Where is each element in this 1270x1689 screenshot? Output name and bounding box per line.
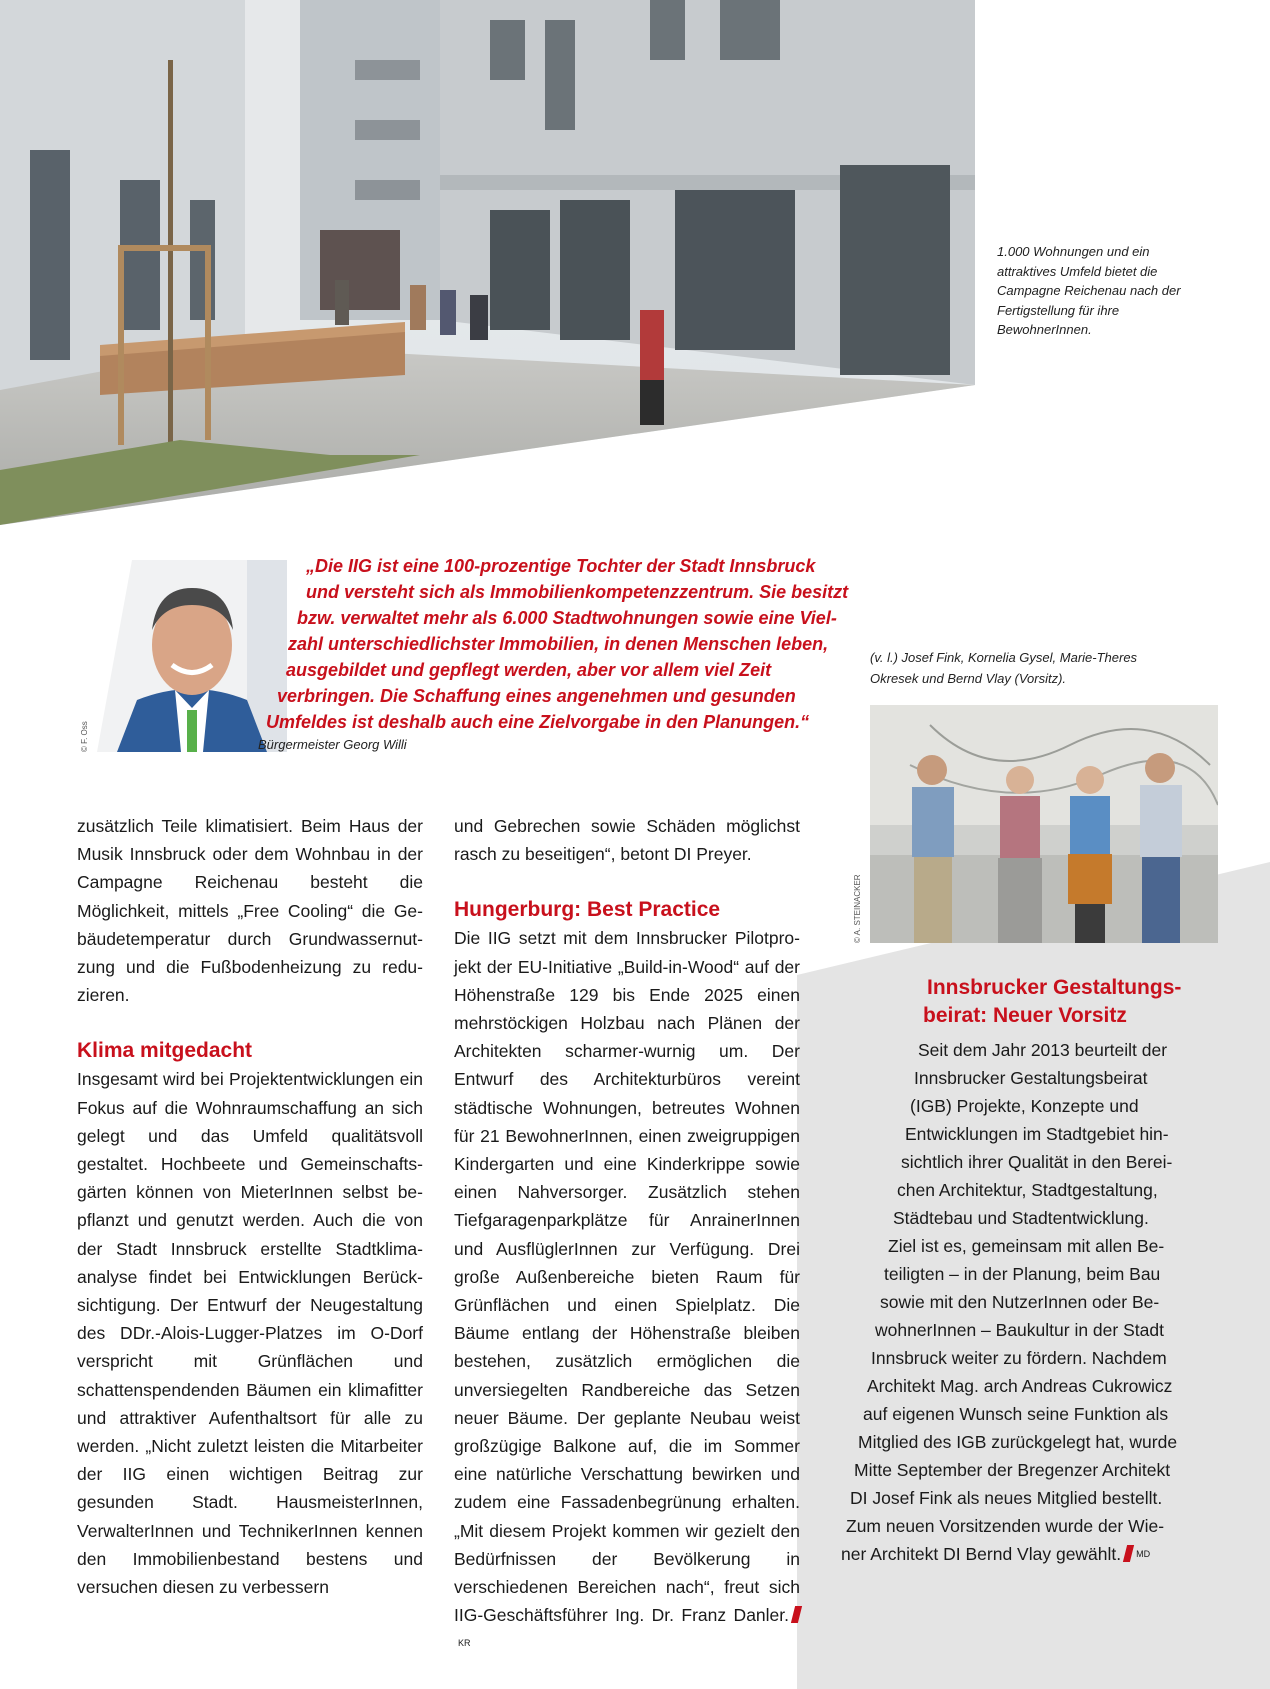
sidebar-line: sowie mit den NutzerInnen oder Be-	[880, 1292, 1160, 1312]
article-column-1	[77, 812, 423, 1601]
quote-line: verbringen. Die Schaffung eines angenehmen und gesunden	[277, 686, 796, 706]
sidebar-line: Innsbrucker Gestaltungsbeirat	[914, 1068, 1148, 1088]
author-initials: MD	[1136, 1549, 1151, 1559]
sidebar-line: Städtebau und Stadtentwicklung.	[893, 1208, 1149, 1228]
sidebar-line: DI Josef Fink als neues Mitglied bestellt.	[850, 1488, 1163, 1508]
sidebar-line: teiligten – in der Planung, beim Bau	[884, 1264, 1161, 1284]
sidebar-line: Entwicklungen im Stadtgebiet hin-	[905, 1124, 1169, 1144]
team-photo-credit: © A. STEINACKER	[853, 874, 862, 943]
paragraph: zusätzlich Teile klimatisiert. Beim Haus der Musik Innsbruck oder dem Wohnbau in der Campagne Reichenau besteht die Möglichkeit, mittels „Free Cooling“ die Gebäudetemperatur durch Grundwassernutzung und die Fußbodenheizung zu reduzieren.	[77, 816, 423, 1006]
sidebar-line: wohnerInnen – Baukultur in der Stadt	[875, 1320, 1164, 1340]
sidebar-line-text: ner Architekt DI Bernd Vlay gewählt.	[841, 1544, 1122, 1564]
end-mark-icon	[1123, 1545, 1134, 1562]
sidebar-line: Innsbruck weiter zu fördern. Nachdem	[871, 1348, 1167, 1368]
paragraph: und Gebrechen sowie Schäden möglichst rasch zu beseitigen“, betont DI Preyer.	[454, 816, 800, 865]
sidebar-heading-line: Innsbrucker Gestaltungs-	[927, 976, 1182, 999]
quote-line: „Die IIG ist eine 100-prozentige Tochter der Stadt Innsbruck	[306, 556, 816, 576]
quote-line: Umfeldes ist deshalb auch eine Zielvorgabe in den Planungen.“	[266, 712, 810, 732]
section-heading: Klima mitgedacht	[77, 1039, 253, 1063]
paragraph-text: Die IIG setzt mit dem Innsbrucker Pilotprojekt der EU-Initiative „Build-in-Wood“ auf der Höhenstraße 129 bis Ende 2025 einen mehrstöckigen Holzbau nach Plänen der Architekten scharmer-wurnig um. Der Entwurf des Architekturbüros vereint städtische Wohnungen, betreutes Wohnen für 21 BewohnerInnen, einen zweigruppigen Kindergarten und eine Kinderkrippe sowie einen Nahversorger. Zusätzlich stehen Tiefgaragenparkplätze für AnrainerInnen und AusflüglerInnen zur Verfügung. Drei große Außenbereiche bieten Raum für Grünflächen und einen Spielplatz. Die Bäume entlang der Höhenstraße bleiben bestehen, zusätzlich ermöglichen die unversiegelten Randbereiche das Setzen neuer Bäume. Der geplante Neubau weist großzügige Balkone auf, die im Sommer eine natürliche Verschattung bewirken und zudem eine Fassadenbegrünung erhalten. „Mit diesem Projekt kommen wir gezielt den Bedürfnissen der Bevölkerung in verschiedenen Bereichen nach“, freut sich IIG-Geschäftsführer Ing. Dr. Franz Danler.	[454, 928, 800, 1626]
sidebar-line: chen Architektur, Stadtgestaltung,	[897, 1180, 1158, 1200]
team-photo	[870, 705, 1218, 943]
sidebar-line: (IGB) Projekte, Konzepte und	[910, 1096, 1139, 1116]
sidebar-line: Ziel ist es, gemeinsam mit allen Be-	[888, 1236, 1165, 1256]
mayor-portrait	[97, 560, 287, 752]
quote-attribution: Bürgermeister Georg Willi	[258, 737, 407, 752]
sidebar-line	[841, 1540, 1150, 1568]
team-photo-caption: (v. l.) Josef Fink, Kornelia Gysel, Marie-Theres Okresek und Bernd Vlay (Vorsitz).	[870, 650, 1138, 686]
sidebar-heading-line: beirat: Neuer Vorsitz	[923, 1004, 1127, 1027]
sidebar-line: auf eigenen Wunsch seine Funktion als	[863, 1404, 1169, 1424]
article-column-2	[454, 812, 800, 1658]
section-heading: Hungerburg: Best Practice	[454, 898, 721, 922]
paragraph: Insgesamt wird bei Projektentwicklungen ein Fokus auf die Wohnraumschaffung an sich gelegt und das Umfeld qualitätsvoll gestaltet. Hochbeete und Gemeinschaftsgärten können von MieterInnen selbst bepflanzt und genutzt werden. Auch die von der Stadt Innsbruck erstellte Stadtklimaanalyse findet bei Entwicklungen Berücksichtigung. Der Entwurf der Neugestaltung des DDr.-Alois-Lugger-Platzes im O-Dorf verspricht mit Grünflächen und schattenspendenden Bäumen ein klimafitter und attraktiver Aufenthaltsort für alle zu werden. „Nicht zuletzt leisten die Mitarbeiter der IIG einen wichtigen Beitrag zur gesunden Stadt. HausmeisterInnen, VerwalterInnen und TechnikerInnen kennen den Immobilienbestand bestens und versuchen diesen zu verbessern	[77, 1069, 423, 1598]
hero-photo	[0, 0, 975, 525]
quote-line: zahl unterschiedlichster Immobilien, in denen Menschen leben,	[288, 634, 829, 654]
paragraph	[454, 924, 800, 1657]
sidebar-line: Seit dem Jahr 2013 beurteilt der	[918, 1040, 1168, 1060]
quote-line: ausgebildet und gepflegt werden, aber vor allem viel Zeit	[286, 660, 772, 680]
sidebar-line: sichtlich ihrer Qualität in den Berei-	[901, 1152, 1173, 1172]
portrait-credit: © F. Oss	[80, 721, 89, 752]
sidebar-line: Zum neuen Vorsitzenden wurde der Wie-	[846, 1516, 1165, 1536]
quote-line: bzw. verwaltet mehr als 6.000 Stadtwohnungen sowie eine Viel-	[297, 608, 837, 628]
sidebar-line: Mitte September der Bregenzer Architekt	[854, 1460, 1171, 1480]
quote-line: und versteht sich als Immobilienkompetenzzentrum. Sie besitzt	[306, 582, 849, 602]
sidebar-line: Mitglied des IGB zurückgelegt hat, wurde	[858, 1432, 1178, 1452]
photo-caption: 1.000 Wohnungen und ein attraktives Umfeld bietet die Campagne Reichenau nach der Fertigstellung für ihre BewohnerInnen.	[997, 244, 1181, 337]
sidebar-line: Architekt Mag. arch Andreas Cukrowicz	[867, 1376, 1173, 1396]
author-initials: KR	[458, 1638, 471, 1649]
